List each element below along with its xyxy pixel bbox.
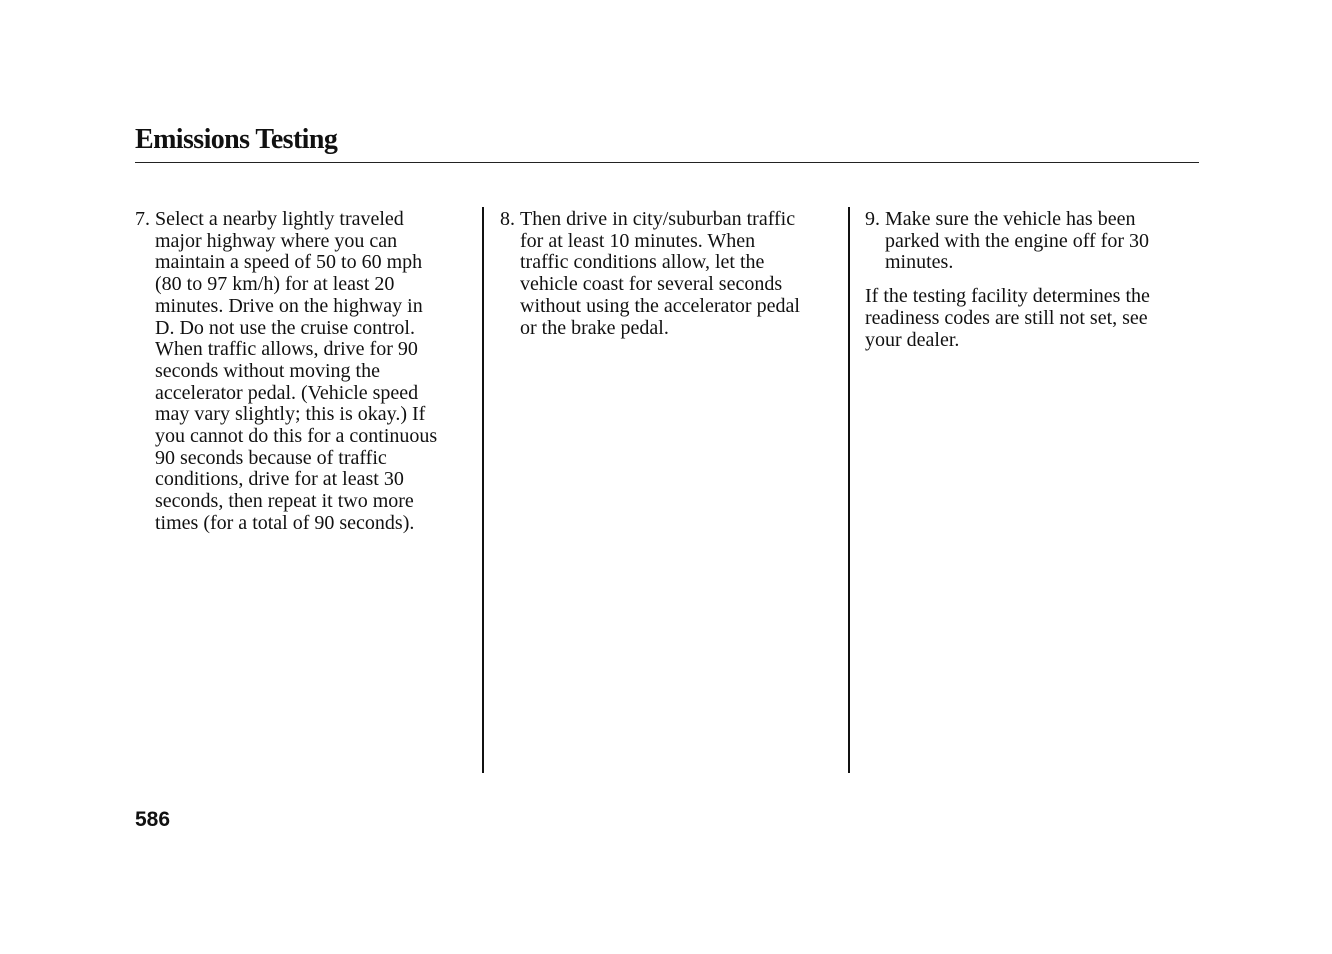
- readiness-note: [865, 286, 1195, 351]
- text-line: may vary slightly; this is okay.) If: [155, 403, 426, 426]
- text-line: D. Do not use the cruise control.: [155, 316, 415, 339]
- step-9: [865, 209, 1195, 274]
- text-line: If the testing facility determines the: [865, 285, 1150, 308]
- text-line: or the brake pedal.: [520, 316, 669, 339]
- step-8-text: [520, 209, 840, 339]
- text-line: minutes. Drive on the highway in: [155, 294, 423, 317]
- text-line: minutes.: [885, 251, 954, 274]
- step-8-number: 8.: [500, 208, 515, 230]
- text-line: accelerator pedal. (Vehicle speed: [155, 381, 419, 404]
- text-line: without using the accelerator pedal: [520, 294, 800, 317]
- text-line: traffic conditions allow, let the: [520, 251, 765, 274]
- step-9-number: 9.: [865, 208, 880, 230]
- text-line: maintain a speed of 50 to 60 mph: [155, 251, 423, 274]
- page-number: 586: [135, 808, 171, 831]
- text-line: seconds, then repeat it two more: [155, 490, 414, 513]
- column-1: [135, 209, 475, 535]
- text-line: Then drive in city/suburban traffic: [520, 208, 796, 230]
- text-line: for at least 10 minutes. When: [520, 229, 756, 252]
- column-3: [865, 209, 1195, 351]
- column-divider: [848, 207, 850, 773]
- text-line: you cannot do this for a continuous: [155, 425, 438, 448]
- column-2: [500, 209, 840, 339]
- text-line: times (for a total of 90 seconds).: [155, 511, 415, 534]
- text-line: (80 to 97 km/h) for at least 20: [155, 273, 395, 296]
- step-9-text: [885, 209, 1195, 274]
- text-line: parked with the engine off for 30: [885, 229, 1149, 252]
- text-line: Make sure the vehicle has been: [885, 208, 1136, 230]
- page-title: Emissions Testing: [135, 124, 338, 155]
- step-8: [500, 209, 840, 339]
- text-line: major highway where you can: [155, 229, 398, 252]
- column-divider: [482, 207, 484, 773]
- text-line: 90 seconds because of traffic: [155, 446, 387, 469]
- text-line: vehicle coast for several seconds: [520, 273, 783, 296]
- step-7-number: 7.: [135, 208, 150, 230]
- text-line: your dealer.: [865, 328, 960, 351]
- text-line: conditions, drive for at least 30: [155, 468, 404, 491]
- text-line: When traffic allows, drive for 90: [155, 338, 418, 361]
- text-line: readiness codes are still not set, see: [865, 306, 1148, 329]
- step-7-text: [155, 209, 475, 535]
- text-line: Select a nearby lightly traveled: [155, 208, 404, 230]
- step-7: [135, 209, 475, 535]
- text-line: seconds without moving the: [155, 359, 380, 382]
- title-divider: [135, 162, 1199, 163]
